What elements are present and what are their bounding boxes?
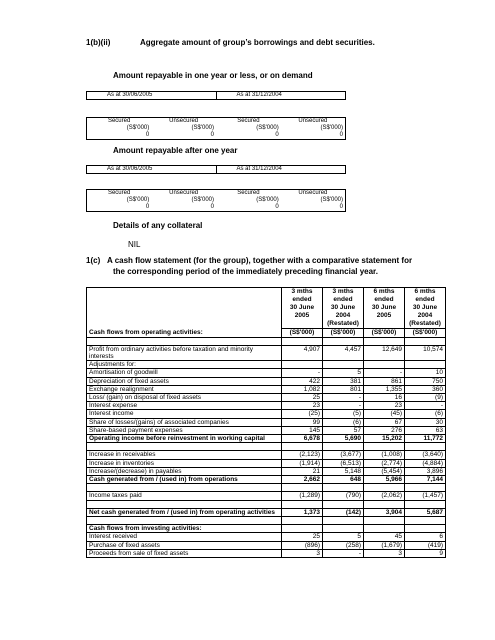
column-header-cell: 2004	[323, 312, 364, 320]
row-label: Amortisation of goodwill	[87, 369, 282, 377]
header-row	[87, 296, 446, 304]
unit-label: (S$'000)	[191, 197, 214, 203]
row-value: (2,062)	[364, 492, 405, 500]
value-cell: 0	[216, 132, 281, 140]
row-label: Operating income before reinvestment in working capital	[87, 435, 282, 443]
row-value: 30	[405, 418, 446, 426]
column-header-cell: ended	[405, 296, 446, 304]
date-current: As at 30/06/2005	[87, 166, 217, 174]
row-value	[323, 517, 364, 525]
row-label: Depreciation of fixed assets	[87, 377, 282, 385]
row-value: 23	[282, 402, 323, 410]
column-header-cell: (Restated)	[405, 320, 446, 329]
row-label: Income taxes paid	[87, 492, 282, 500]
section-title-1c-line2: the corresponding period of the immediately preceding financial year.	[113, 267, 378, 276]
table-row	[87, 435, 446, 443]
row-value	[364, 517, 405, 525]
column-header-cell: 2004	[405, 312, 446, 320]
row-label: Interest expense	[87, 402, 282, 410]
row-label: Interest received	[87, 533, 282, 541]
row-value: (5,454)	[364, 467, 405, 475]
section-title-1c-line1: A cash flow statement (for the group), together with a comparative statement for	[107, 256, 413, 265]
row-value	[405, 361, 446, 369]
row-value: 12,649	[364, 346, 405, 361]
col-unsecured: Unsecured	[281, 190, 346, 198]
col-secured: Secured	[216, 118, 281, 126]
value-cell: 0	[151, 132, 216, 140]
row-value: (258)	[323, 541, 364, 549]
row-value	[282, 338, 323, 346]
row-label: Adjustments for:	[87, 361, 282, 369]
row-value: 3	[364, 549, 405, 557]
row-value: 422	[282, 377, 323, 385]
value-cell: 0	[87, 204, 152, 212]
row-label: Share of losses/(gains) of associated companies	[87, 418, 282, 426]
row-label	[87, 484, 282, 492]
row-value: -	[323, 394, 364, 402]
row-value	[405, 443, 446, 451]
row-label: Purchase of fixed assets	[87, 541, 282, 549]
row-value: (4,884)	[405, 459, 446, 467]
row-value: 5	[323, 369, 364, 377]
column-header-cell: (S$'000)	[405, 329, 446, 338]
table-row	[87, 492, 446, 500]
row-value: (5)	[323, 410, 364, 418]
column-header-cell: 6 mths	[364, 288, 405, 297]
section-number-1bii: 1(b)(ii)	[86, 38, 111, 47]
operating-heading: Cash flows from operating activities:	[87, 329, 282, 338]
col-unsecured: Unsecured	[151, 190, 216, 198]
row-value: 3	[282, 549, 323, 557]
value-cell: 0	[216, 204, 281, 212]
row-label: Cash flows from investing activities:	[87, 525, 282, 533]
row-value: 3,896	[405, 467, 446, 475]
row-value: 6,678	[282, 435, 323, 443]
value-cell: 0	[281, 132, 346, 140]
row-value: 1,355	[364, 385, 405, 393]
table-row	[87, 549, 446, 557]
unit-label: (S$'000)	[281, 197, 346, 204]
column-header-cell: 30 June	[364, 304, 405, 312]
row-value: 5,148	[323, 467, 364, 475]
row-value: 5,966	[364, 476, 405, 484]
table-row	[87, 459, 446, 467]
row-label: Interest income	[87, 410, 282, 418]
within-year-table	[86, 117, 346, 140]
row-value: 276	[364, 426, 405, 434]
date-prior: As at 31/12/2004	[216, 92, 346, 100]
row-value: 145	[282, 426, 323, 434]
header-row	[87, 304, 446, 312]
column-header-cell: (S$'000)	[364, 329, 405, 338]
column-header-cell: 30 June	[282, 304, 323, 312]
col-secured: Secured	[87, 118, 152, 126]
row-value: 67	[364, 418, 405, 426]
cash-flow-header	[87, 288, 446, 338]
row-label: Proceeds from sale of fixed assets	[87, 549, 282, 557]
row-value: (142)	[323, 508, 364, 516]
row-value: 21	[282, 467, 323, 475]
section-number-1c: 1(c)	[86, 256, 101, 265]
row-value	[405, 517, 446, 525]
row-value	[405, 500, 446, 508]
col-unsecured: Unsecured	[151, 118, 216, 126]
row-value	[364, 500, 405, 508]
row-value: 648	[323, 476, 364, 484]
table-row	[87, 410, 446, 418]
row-value	[323, 500, 364, 508]
row-value: 23	[364, 402, 405, 410]
col-unsecured: Unsecured	[281, 118, 346, 126]
row-value: (3,640)	[405, 451, 446, 459]
table-row	[87, 338, 446, 346]
row-value: 381	[323, 377, 364, 385]
after-year-date-header	[86, 165, 346, 174]
table-row	[87, 426, 446, 434]
row-value: 1,082	[282, 385, 323, 393]
row-value: 15,202	[364, 435, 405, 443]
date-prior: As at 31/12/2004	[216, 166, 346, 174]
collateral-heading: Details of any collateral	[113, 221, 203, 230]
row-value: 16	[364, 394, 405, 402]
row-value	[323, 443, 364, 451]
row-value: 99	[282, 418, 323, 426]
row-value	[405, 525, 446, 533]
row-value: 45	[364, 533, 405, 541]
row-value: 5	[323, 533, 364, 541]
row-value	[282, 517, 323, 525]
table-row	[87, 443, 446, 451]
row-value: 2,662	[282, 476, 323, 484]
row-value: -	[282, 369, 323, 377]
row-value: 7,144	[405, 476, 446, 484]
row-value	[323, 361, 364, 369]
cash-flow-body	[87, 338, 446, 558]
header-label-cell	[87, 320, 282, 329]
row-label: Increase in receivables	[87, 451, 282, 459]
row-value: (896)	[282, 541, 323, 549]
column-header-cell: ended	[282, 296, 323, 304]
row-value: 9	[405, 549, 446, 557]
row-value	[364, 484, 405, 492]
row-value: 10	[405, 369, 446, 377]
row-value: 6	[405, 533, 446, 541]
unit-label: (S$'000)	[87, 125, 152, 132]
table-row	[87, 346, 446, 361]
column-header-cell: 6 mths	[405, 288, 446, 297]
row-value	[323, 525, 364, 533]
row-value: 10,574	[405, 346, 446, 361]
row-label	[87, 500, 282, 508]
table-row	[87, 369, 446, 377]
value-cell: 0	[281, 204, 346, 212]
within-year-heading: Amount repayable in one year or less, or on demand	[113, 71, 313, 80]
column-header-cell	[364, 320, 405, 329]
header-row	[87, 329, 446, 338]
row-value: 801	[323, 385, 364, 393]
unit-label: (S$'000)	[256, 197, 279, 203]
row-value: 11,772	[405, 435, 446, 443]
collateral-value: NIL	[128, 240, 141, 249]
row-value: (9)	[405, 394, 446, 402]
table-row	[87, 476, 446, 484]
col-secured: Secured	[87, 190, 152, 198]
row-value: -	[323, 402, 364, 410]
unit-label: (S$'000)	[281, 125, 346, 132]
column-header-cell: 3 mths	[323, 288, 364, 297]
table-row	[87, 525, 446, 533]
row-label	[87, 443, 282, 451]
table-row	[87, 508, 446, 516]
row-label: Profit from ordinary activities before taxation and minority interests	[87, 346, 282, 361]
row-value: 360	[405, 385, 446, 393]
row-value	[364, 361, 405, 369]
row-value: (1,914)	[282, 459, 323, 467]
row-value	[405, 484, 446, 492]
row-label: Loss/ (gain) on disposal of fixed assets	[87, 394, 282, 402]
row-label: Increase/(decrease) in payables	[87, 467, 282, 475]
column-header-cell: (S$'000)	[323, 329, 364, 338]
column-header-cell: ended	[364, 296, 405, 304]
table-row	[87, 500, 446, 508]
row-label: Share-based payment expenses	[87, 426, 282, 434]
row-value: (45)	[364, 410, 405, 418]
value-cell: 0	[87, 132, 152, 140]
row-value: (1,457)	[405, 492, 446, 500]
column-header-cell: 30 June	[405, 304, 446, 312]
table-row	[87, 385, 446, 393]
table-row	[87, 394, 446, 402]
column-header-cell: 2005	[364, 312, 405, 320]
row-value: (790)	[323, 492, 364, 500]
table-row	[87, 517, 446, 525]
column-header-cell: (Restated)	[323, 320, 364, 329]
table-row	[87, 451, 446, 459]
unit-label: (S$'000)	[191, 125, 214, 131]
column-header-cell	[282, 320, 323, 329]
row-value: 861	[364, 377, 405, 385]
row-value	[364, 443, 405, 451]
row-label: Exchange realignment	[87, 385, 282, 393]
row-label: Net cash generated from / (used in) from operating activities	[87, 508, 282, 516]
header-label-cell	[87, 288, 282, 297]
row-value: (1,679)	[364, 541, 405, 549]
row-value: 4,457	[323, 346, 364, 361]
row-value	[282, 443, 323, 451]
row-value: (25)	[282, 410, 323, 418]
column-header-cell: 30 June	[323, 304, 364, 312]
header-row	[87, 320, 446, 329]
header-label-cell	[87, 304, 282, 312]
col-secured: Secured	[216, 190, 281, 198]
row-value: (6)	[405, 410, 446, 418]
column-header-cell: 3 mths	[282, 288, 323, 297]
row-value	[282, 484, 323, 492]
row-value: (6,513)	[323, 459, 364, 467]
row-label: Increase in inventories	[87, 459, 282, 467]
header-label-cell	[87, 296, 282, 304]
row-value: 5,687	[405, 508, 446, 516]
row-value: -	[323, 549, 364, 557]
table-row	[87, 484, 446, 492]
after-year-heading: Amount repayable after one year	[113, 146, 238, 155]
unit-label: (S$'000)	[87, 197, 152, 204]
row-value	[364, 338, 405, 346]
row-value	[282, 525, 323, 533]
row-value: -	[405, 402, 446, 410]
row-value: 57	[323, 426, 364, 434]
row-value	[364, 525, 405, 533]
row-value: 63	[405, 426, 446, 434]
value-cell: 0	[151, 204, 216, 212]
row-value	[282, 361, 323, 369]
row-value: (419)	[405, 541, 446, 549]
row-value: (6)	[323, 418, 364, 426]
row-value: -	[364, 369, 405, 377]
row-value	[405, 338, 446, 346]
row-value: (1,008)	[364, 451, 405, 459]
column-header-cell: (S$'000)	[282, 329, 323, 338]
date-current: As at 30/06/2005	[87, 92, 217, 100]
cash-flow-table	[86, 287, 446, 558]
row-value: (1,289)	[282, 492, 323, 500]
row-value: (2,123)	[282, 451, 323, 459]
header-row	[87, 288, 446, 297]
table-row	[87, 467, 446, 475]
row-value: 1,373	[282, 508, 323, 516]
within-year-date-header	[86, 91, 346, 100]
row-value	[323, 338, 364, 346]
row-value: (2,774)	[364, 459, 405, 467]
row-value: (3,677)	[323, 451, 364, 459]
header-row	[87, 312, 446, 320]
row-value: 25	[282, 394, 323, 402]
table-row	[87, 361, 446, 369]
row-label: Cash generated from / (used in) from operations	[87, 476, 282, 484]
row-value: 25	[282, 533, 323, 541]
header-label-cell	[87, 312, 282, 320]
row-value	[323, 484, 364, 492]
row-value: 4,907	[282, 346, 323, 361]
column-header-cell: ended	[323, 296, 364, 304]
row-label	[87, 338, 282, 346]
table-row	[87, 541, 446, 549]
table-row	[87, 402, 446, 410]
row-value	[282, 500, 323, 508]
table-row	[87, 418, 446, 426]
row-value: 750	[405, 377, 446, 385]
section-title-1bii: Aggregate amount of group’s borrowings and debt securities.	[140, 38, 375, 47]
table-row	[87, 377, 446, 385]
after-year-table	[86, 189, 346, 212]
unit-label: (S$'000)	[256, 125, 279, 131]
row-value: 3,904	[364, 508, 405, 516]
column-header-cell: 2005	[282, 312, 323, 320]
row-label	[87, 517, 282, 525]
row-value: 5,690	[323, 435, 364, 443]
table-row	[87, 533, 446, 541]
